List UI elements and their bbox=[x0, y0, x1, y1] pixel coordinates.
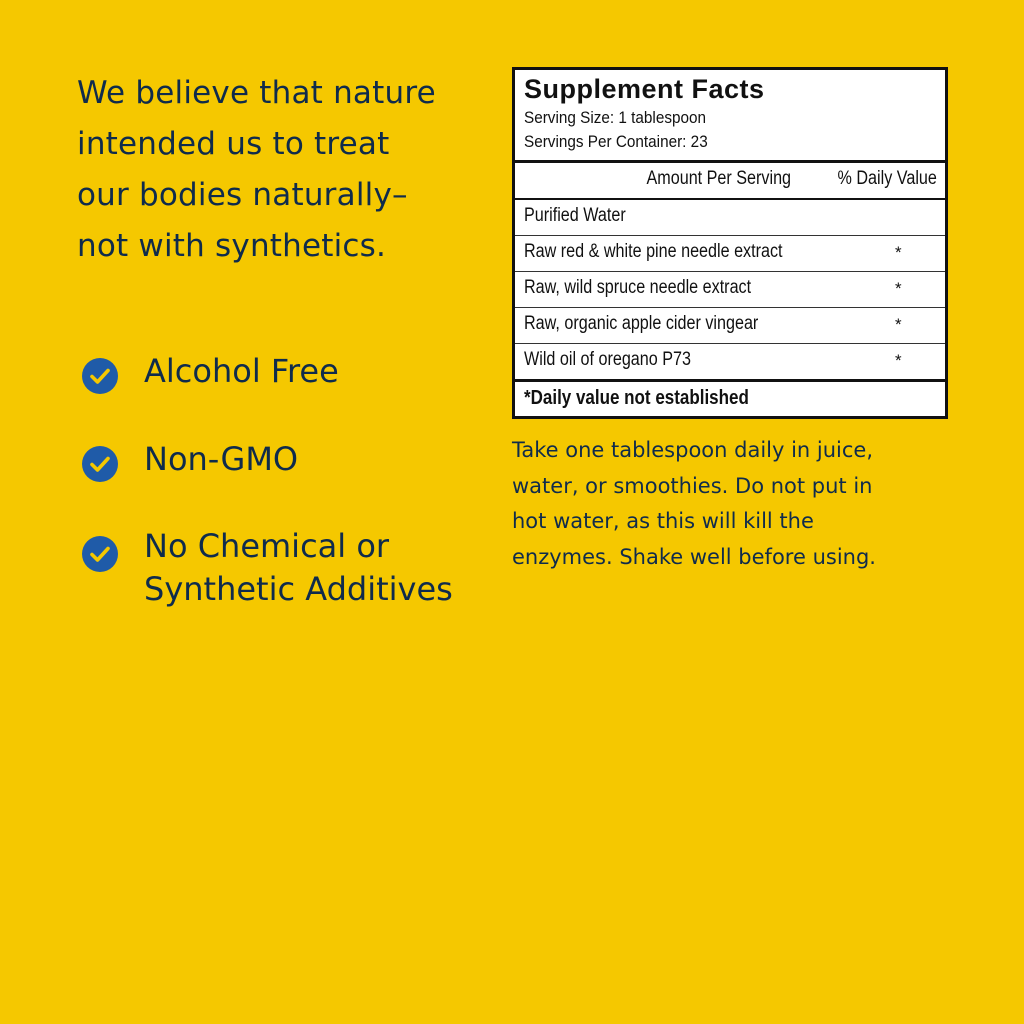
column-daily-value: % Daily Value bbox=[837, 168, 937, 189]
supplement-facts-panel bbox=[512, 67, 948, 419]
feature-label: Alcohol Free bbox=[144, 352, 339, 390]
ingredient-daily-value: * bbox=[895, 279, 902, 298]
check-circle-icon bbox=[82, 446, 118, 482]
directions-line: water, or smoothies. Do not put in bbox=[512, 473, 873, 498]
ingredient-name: Wild oil of oregano P73 bbox=[524, 349, 691, 370]
directions-line: Take one tablespoon daily in juice, bbox=[512, 438, 874, 462]
column-amount-per-serving: Amount Per Serving bbox=[646, 168, 791, 189]
supplement-facts-title: Supplement Facts bbox=[524, 74, 765, 104]
headline-line: We believe that nature bbox=[77, 75, 436, 111]
headline-line: our bodies naturally– bbox=[77, 177, 408, 213]
feature-label-line: No Chemical or bbox=[144, 527, 390, 565]
ingredient-daily-value: * bbox=[895, 243, 902, 262]
directions-line: enzymes. Shake well before using. bbox=[512, 544, 876, 569]
feature-label-line: Synthetic Additives bbox=[144, 570, 453, 608]
directions-line: hot water, as this will kill the bbox=[512, 509, 814, 533]
ingredient-daily-value: * bbox=[895, 315, 902, 334]
check-circle-icon bbox=[82, 358, 118, 394]
feature-label: Non-GMO bbox=[144, 440, 299, 478]
ingredient-name: Raw, organic apple cider vingear bbox=[524, 313, 759, 334]
servings-per-container: Servings Per Container: 23 bbox=[524, 132, 708, 151]
ingredient-row bbox=[515, 200, 945, 236]
serving-size: Serving Size: 1 tablespoon bbox=[524, 108, 707, 127]
ingredient-row bbox=[515, 236, 945, 272]
ingredient-rows bbox=[515, 200, 945, 382]
ingredient-row bbox=[515, 308, 945, 344]
directions-text bbox=[512, 433, 942, 575]
feature-label bbox=[144, 525, 504, 611]
supplement-facts-header bbox=[515, 70, 945, 163]
headline-line: not with synthetics. bbox=[77, 228, 387, 264]
headline-line: intended us to treat bbox=[77, 126, 390, 162]
ingredient-name: Raw red & white pine needle extract bbox=[524, 241, 783, 262]
ingredient-daily-value: * bbox=[895, 351, 902, 370]
ingredient-row bbox=[515, 272, 945, 308]
supplement-facts-column-header bbox=[515, 160, 945, 200]
check-circle-icon bbox=[82, 536, 118, 572]
ingredient-name: Purified Water bbox=[524, 205, 626, 226]
headline bbox=[77, 68, 477, 272]
ingredient-name: Raw, wild spruce needle extract bbox=[524, 277, 752, 298]
daily-value-footnote: *Daily value not established bbox=[524, 387, 749, 409]
ingredient-row bbox=[515, 344, 945, 382]
